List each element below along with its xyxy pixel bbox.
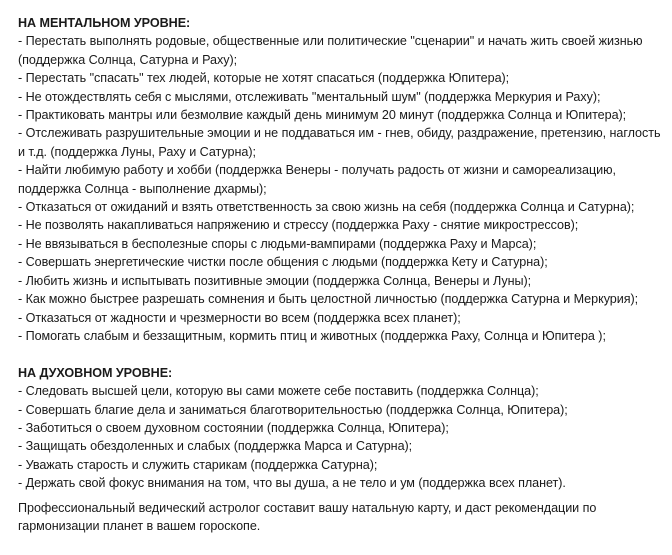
list-item: - Не отождествлять себя с мыслями, отслеживать "ментальный шум" (поддержка Меркурия и Раху); [18,89,601,104]
list-item: - Защищать обездоленных и слабых (поддержка Марса и Сатурна); [18,439,413,454]
list-item: - Следовать высшей цели, которую вы сами можете себе поставить (поддержка Солнца); [18,384,539,399]
list-item: - Заботиться о своем духовном состоянии (поддержка Солнца, Юпитера); [18,420,449,435]
list-item: - Помогать слабым и беззащитным, кормить птиц и животных (поддержка Раху, Солнца и Юпитера ); [18,328,606,343]
list-item: - Не ввязываться в бесполезные споры с людьми-вампирами (поддержка Раху и Марса); [18,236,537,251]
list-item: - Найти любимую работу и хобби (поддержка Венеры - получать радость от жизни и самореализацию, поддержка Солнца - выполнение дхармы); [18,163,616,196]
list-item: - Перестать "спасать" тех людей, которые не хотят спасаться (поддержка Юпитера); [18,71,510,86]
list-item: - Совершать благие дела и заниматься благотворительностью (поддержка Солнца, Юпитера); [18,402,568,417]
list-item: - Держать свой фокус внимания на том, что вы душа, а не тело и ум (поддержка всех планет). [18,476,566,491]
list-item: - Отказаться от жадности и чрезмерности во всем (поддержка всех планет); [18,310,461,325]
document-body [18,14,668,535]
section-heading-spiritual: НА ДУХОВНОМ УРОВНЕ: [18,365,173,380]
mental-list [18,32,668,345]
spiritual-list [18,382,668,492]
list-item: - Не позволять накапливаться напряжению и стрессу (поддержка Раху - снятие микрострессов); [18,218,579,233]
closing-paragraph: Профессиональный ведический астролог составит вашу натальную карту, и даст рекомендации по гармонизации планет в вашем гороскопе. [18,500,597,533]
list-item: - Перестать выполнять родовые, общественные или политические "сценарии" и начать жить своей жизнью (поддержка Солнца, Сатурна и Раху); [18,34,643,67]
list-item: - Практиковать мантры или безмолвие каждый день минимум 20 минут (поддержка Солнца и Юпитера); [18,108,627,123]
list-item: - Отказаться от ожиданий и взять ответственность за свою жизнь на себя (поддержка Солнца и Сатурна); [18,200,635,215]
list-item: - Совершать энергетические чистки после общения с людьми (поддержка Кету и Сатурна); [18,255,548,270]
section-heading-mental: НА МЕНТАЛЬНОМ УРОВНЕ: [18,16,191,30]
list-item: - Отслеживать разрушительные эмоции и не поддаваться им - гнев, обиду, раздражение, претензию, наглость и т.д. (поддержка Луны, Раху и Сатурна); [18,126,661,159]
section-spacer [18,345,668,363]
list-item: - Уважать старость и служить старикам (поддержка Сатурна); [18,457,378,472]
list-item: - Как можно быстрее разрешать сомнения и быть целостной личностью (поддержка Сатурна и Меркурия); [18,292,639,307]
list-item: - Любить жизнь и испытывать позитивные эмоции (поддержка Солнца, Венеры и Луны); [18,273,532,288]
